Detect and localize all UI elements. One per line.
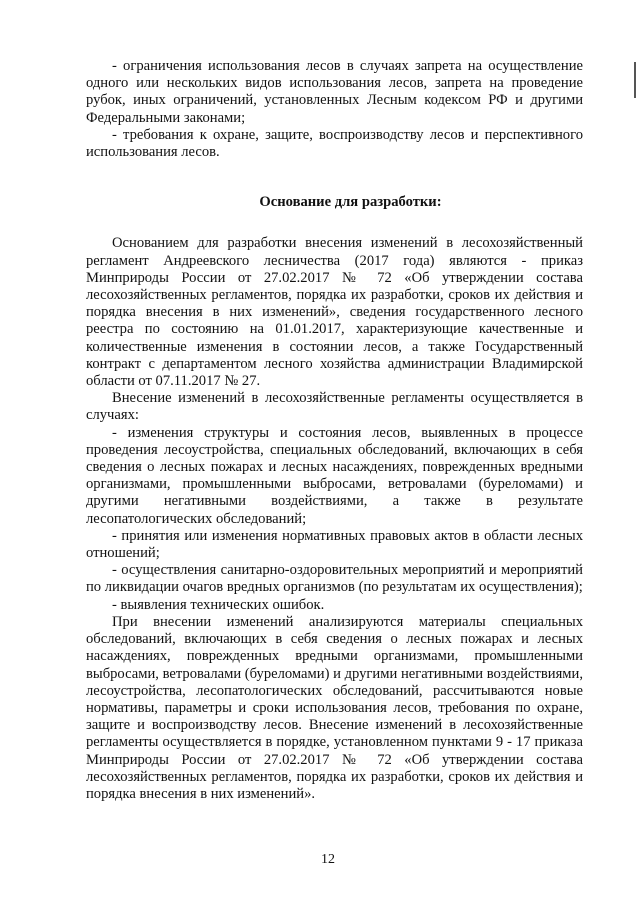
paragraph-analysis: При внесении изменений анализируются материалы специальных обследований, включающих в себя сведения о лесных пожарах и лесных насаждениях, поврежденных вредными организмами, промышленными выбросами, ветровалами (буреломами) и другими негативными воздействиями, лесоустройства, лесопатологических обследований, рассчитываются новые нормативы, параметры и сроки использования лесов, требования по охране, защите и воспроизводству лесов. Внесение изменений в лесохозяйственные регламенты осуществляется в порядке, установленном пунктами 9 - 17 приказа Минприроды России от 27.02.2017 № 72 «Об утверждении состава лесохозяйственных регламентов, порядка их разработки, сроков их действия и порядка внесения в них изменений».	[86, 613, 583, 802]
paragraph-restrictions: - ограничения использования лесов в случаях запрета на осуществление одного или нескольких видов использования лесов, запрета на проведение рубок, иных ограничений, установленных Лесным кодексом РФ и другими Федеральными законами;	[86, 58, 583, 126]
page-content	[86, 58, 583, 803]
paragraph-case-errors: - выявления технических ошибок.	[112, 596, 325, 613]
paragraph-case-legal-acts: - принятия или изменения нормативных правовых актов в области лесных отношений;	[86, 527, 583, 562]
page-number: 12	[321, 852, 335, 867]
paragraph-requirements: - требования к охране, защите, воспроизводству лесов и перспективного использования лесов.	[86, 126, 583, 161]
paragraph-basis: Основанием для разработки внесения изменений в лесохозяйственный регламент Андреевского лесничества (2017 года) являются - приказ Минприроды России от 27.02.2017 № 72 «Об утверждении состава лесохозяйственных регламентов, порядка их разработки, сроков их действия и порядка внесения в них изменений», сведения государственного лесного реестра по состоянию на 01.01.2017, характеризующие качественные и количественные изменения в состоянии лесов, а также Государственный контракт с департаментом лесного хозяйства администрации Владимирской области от 07.11.2017 № 27.	[86, 235, 583, 390]
paragraph-case-structure: - изменения структуры и состояния лесов, выявленных в процессе проведения лесоустройства, специальных обследований, включающих в себя сведения о лесных пожарах и лесных насаждениях, поврежденных вредными организмами, промышленными выбросами, ветровалами (буреломами) и другими негативными воздействиями, а также в результате лесопатологических обследований;	[86, 424, 583, 527]
section-heading: Основание для разработки:	[259, 194, 442, 211]
paragraph-cases-intro: Внесение изменений в лесохозяйственные регламенты осуществляется в случаях:	[86, 390, 583, 424]
scan-margin-mark	[634, 62, 636, 98]
paragraph-case-sanitary: - осуществления санитарно-оздоровительных мероприятий и мероприятий по ликвидации очагов вредных организмов (по результатам их осуществления);	[86, 562, 583, 596]
